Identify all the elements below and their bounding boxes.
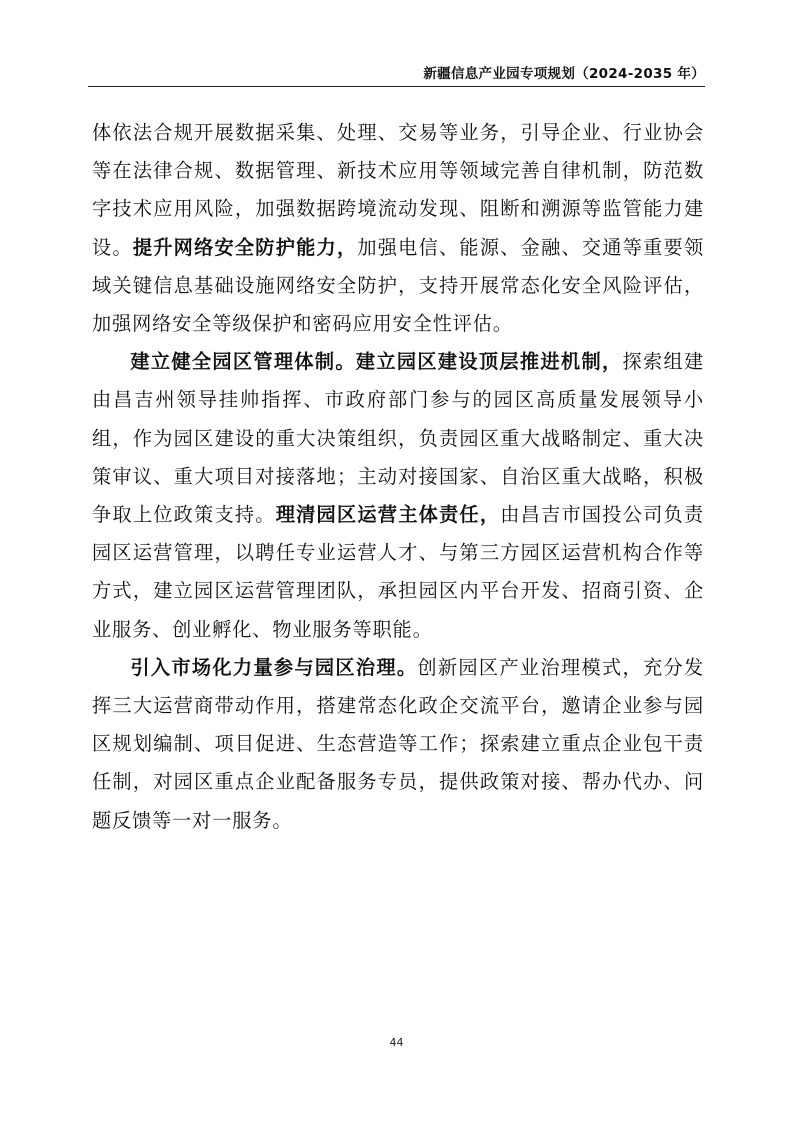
paragraph-market-governance [92, 649, 704, 840]
paragraph-text: 体依法合规开展数据采集、处理、交易等业务，引导企业、行业协会等在法律合规、数据管理、新技术应用等领域完善自律机制，防范数字技术应用风险，加强数据跨境流动发现、阻断和溯源等监管能力建设。 [92, 121, 704, 259]
document-body [92, 114, 704, 840]
paragraph-text: 探索组建由昌吉州领导挂帅指挥、市政府部门参与的园区高质量发展领导小组，作为园区建设的重大决策组织，负责园区重大战略制定、重大决策审议、重大项目对接落地；主动对接国家、自治区重大战略，积极争取上位政策支持。 [92, 350, 704, 527]
page-header [88, 64, 705, 87]
paragraph-text: 创新园区产业治理模式，充分发挥三大运营商带动作用，搭建常态化政企交流平台，邀请企业参与园区规划编制、项目促进、生态营造等工作；探索建立重点企业包干责任制，对园区重点企业配备服务专员，提供政策对接、帮办代办、问题反馈等一对一服务。 [92, 655, 704, 832]
paragraph-park-management [92, 343, 704, 649]
paragraph-text: 加强电信、能源、金融、交通等重要领域关键信息基础设施网络安全防护，支持开展常态化安全风险评估，加强网络安全等级保护和密码应用安全性评估。 [92, 235, 704, 336]
paragraph-text: 由昌吉市国投公司负责园区运营管理，以聘任专业运营人才、与第三方园区运营机构合作等方式，建立园区运营管理团队，承担园区内平台开发、招商引资、企业服务、创业孵化、物业服务等职能。 [92, 503, 704, 641]
paragraph-data-security [92, 114, 704, 343]
paragraph-bold-heading: 引入市场化力量参与园区治理。 [130, 655, 418, 679]
paragraph-bold-heading: 提升网络安全防护能力， [132, 235, 358, 259]
paragraph-bold-heading: 建立健全园区管理体制。建立园区建设顶层推进机制， [130, 350, 623, 374]
paragraph-bold-heading: 理清园区运营主体责任， [275, 503, 501, 527]
page-number: 44 [389, 1036, 404, 1049]
header-title: 新疆信息产业园专项规划（2024-2035 年） [423, 66, 705, 82]
